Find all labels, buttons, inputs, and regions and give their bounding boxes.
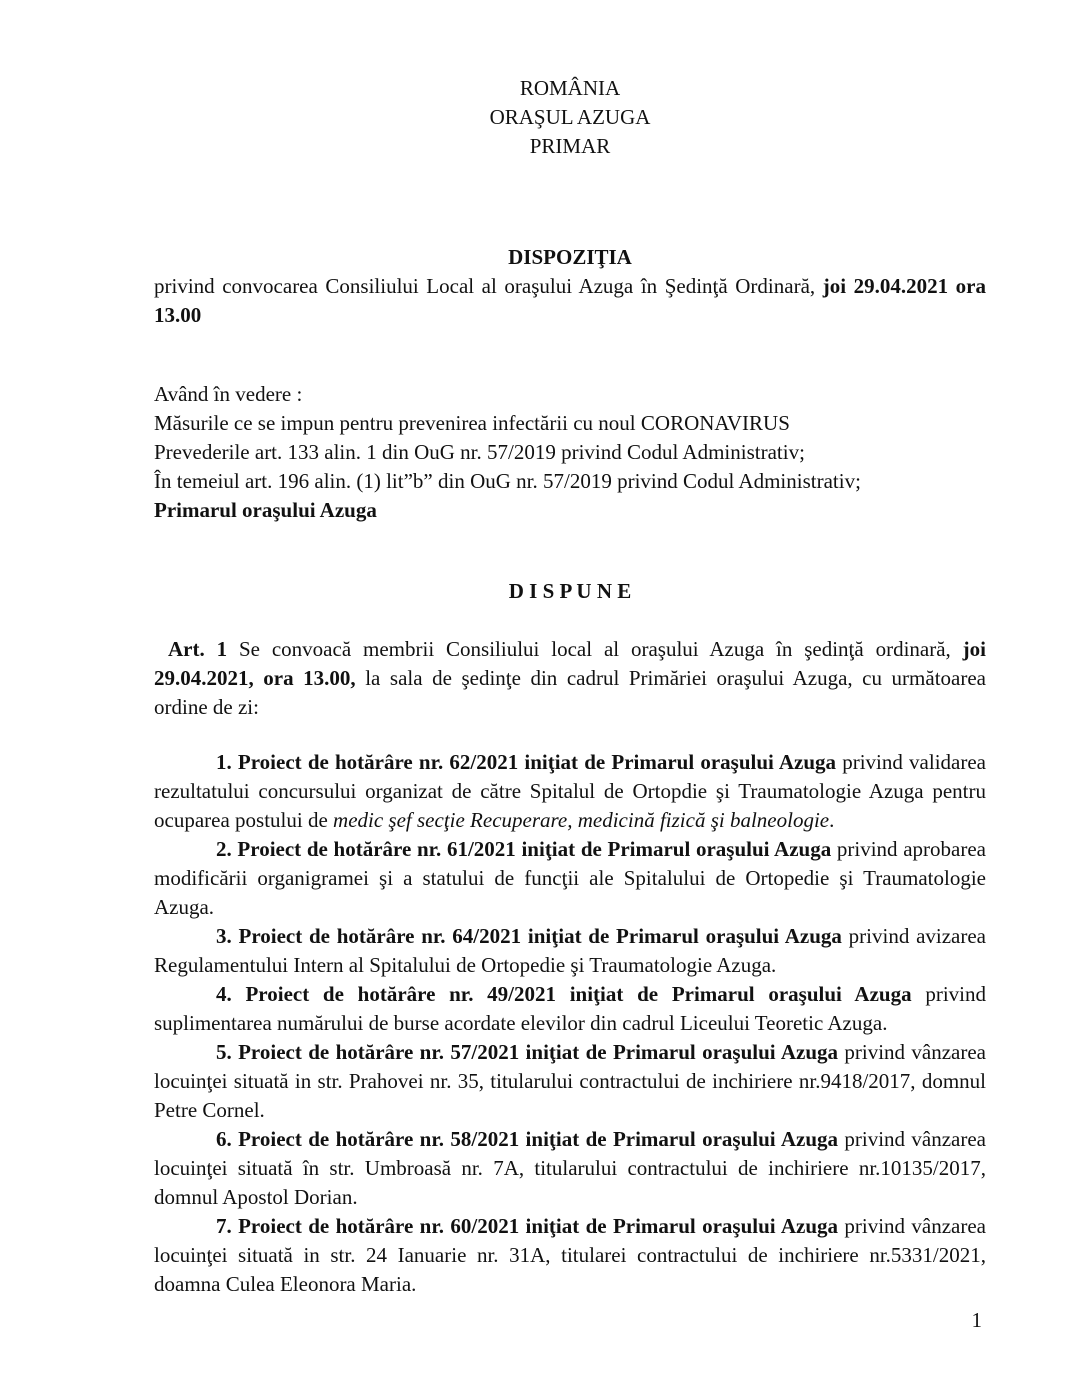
header-country: ROMÂNIA (519, 76, 621, 100)
agenda-item-1-title: 1. Proiect de hotărâre nr. 62/2021 iniţiat de Primarul oraşului Azuga (216, 750, 837, 774)
agenda-item-1-body: privind validarea rezultatului concursului organizat de către Spitalul de Ortopdie şi Traumatologie Azuga pentru ocuparea postului de (154, 750, 986, 832)
agenda-item-2-body: privind aprobarea modificării organigramei şi a statului de funcţii ale Spitalului de Ortopedie şi Traumatologie Azuga. (154, 837, 986, 919)
agenda-list (154, 748, 986, 1299)
document-subtitle (154, 272, 986, 330)
agenda-item-4-body: privind suplimentarea numărului de burse acordate elevilor din cadrul Liceului Teoretic Azuga. (154, 982, 986, 1035)
agenda-item-7 (154, 1212, 986, 1299)
agenda-item-4 (154, 980, 986, 1038)
preamble-issuer: Primarul oraşului Azuga (154, 498, 377, 522)
article-1-text-cont: la sala de şedinţe din cadrul Primăriei oraşului Azuga, cu următoarea ordine de zi: (154, 666, 986, 719)
subtitle-text: privind convocarea Consiliului Local al oraşului Azuga în Şedinţă Ordinară, (154, 274, 823, 298)
article-1-paragraph (154, 635, 986, 722)
agenda-item-1 (154, 748, 986, 835)
subtitle-date: joi 29.04.2021 ora 13.00 (154, 274, 986, 327)
agenda-item-1-tail: . (829, 808, 835, 832)
agenda-item-7-title: 7. Proiect de hotărâre nr. 60/2021 iniţiat de Primarul oraşului Azuga (216, 1214, 839, 1238)
preamble-line: În temeiul art. 196 alin. (1) lit”b” din OuG nr. 57/2019 privind Codul Administrativ; (154, 469, 861, 493)
agenda-item-3-body: privind avizarea Regulamentului Intern al Spitalului de Ortopedie şi Traumatologie Azuga. (154, 924, 986, 977)
document-title: DISPOZIŢIA (508, 245, 632, 269)
agenda-item-5-body: privind vânzarea locuinţei situată in str. Prahovei nr. 35, titularului contractului de inchiriere nr.9418/2017, domnul Petre Cornel. (154, 1040, 986, 1122)
agenda-item-4-title: 4. Proiect de hotărâre nr. 49/2021 iniţiat de Primarul oraşului Azuga (216, 982, 912, 1006)
article-1-text: Se convoacă membrii Consiliului local al oraşului Azuga în şedinţă ordinară, (227, 637, 963, 661)
agenda-item-1-position: medic şef secţie Recuperare, medicină fizică şi balneologie (333, 808, 830, 832)
agenda-item-6 (154, 1125, 986, 1212)
agenda-item-6-body: privind vânzarea locuinţei situată în str. Umbroasă nr. 7A, titularului contractului de inchiriere nr.10135/2017, domnul Apostol Dorian. (154, 1127, 986, 1209)
header-city: ORAŞUL AZUGA (489, 105, 651, 129)
header-office: PRIMAR (529, 134, 611, 158)
preamble-section (154, 380, 986, 525)
agenda-item-3-title: 3. Proiect de hotărâre nr. 64/2021 iniţiat de Primarul oraşului Azuga (216, 924, 842, 948)
agenda-item-7-body: privind vânzarea locuinţei situată in str. 24 Ianuarie nr. 31A, titularei contractului de inchiriere nr.5331/2021, doamna Culea Eleonora Maria. (154, 1214, 986, 1296)
article-1-date: joi 29.04.2021, ora 13.00, (154, 637, 986, 690)
agenda-item-2 (154, 835, 986, 922)
article-1-label: Art. 1 (168, 637, 228, 661)
agenda-item-2-title: 2. Proiect de hotărâre nr. 61/2021 iniţiat de Primarul oraşului Azuga (216, 837, 832, 861)
document-header (154, 74, 986, 161)
dispune-heading: D I S P U N E (508, 579, 632, 603)
preamble-line: Măsurile ce se impun pentru prevenirea infectării cu noul CORONAVIRUS (154, 411, 790, 435)
agenda-item-3 (154, 922, 986, 980)
page-number: 1 (971, 1308, 982, 1332)
preamble-line: Prevederile art. 133 alin. 1 din OuG nr. 57/2019 privind Codul Administrativ; (154, 440, 805, 464)
agenda-item-5-title: 5. Proiect de hotărâre nr. 57/2021 iniţiat de Primarul oraşului Azuga (216, 1040, 839, 1064)
preamble-intro: Având în vedere : (154, 382, 303, 406)
agenda-item-5 (154, 1038, 986, 1125)
agenda-item-6-title: 6. Proiect de hotărâre nr. 58/2021 iniţiat de Primarul oraşului Azuga (216, 1127, 839, 1151)
